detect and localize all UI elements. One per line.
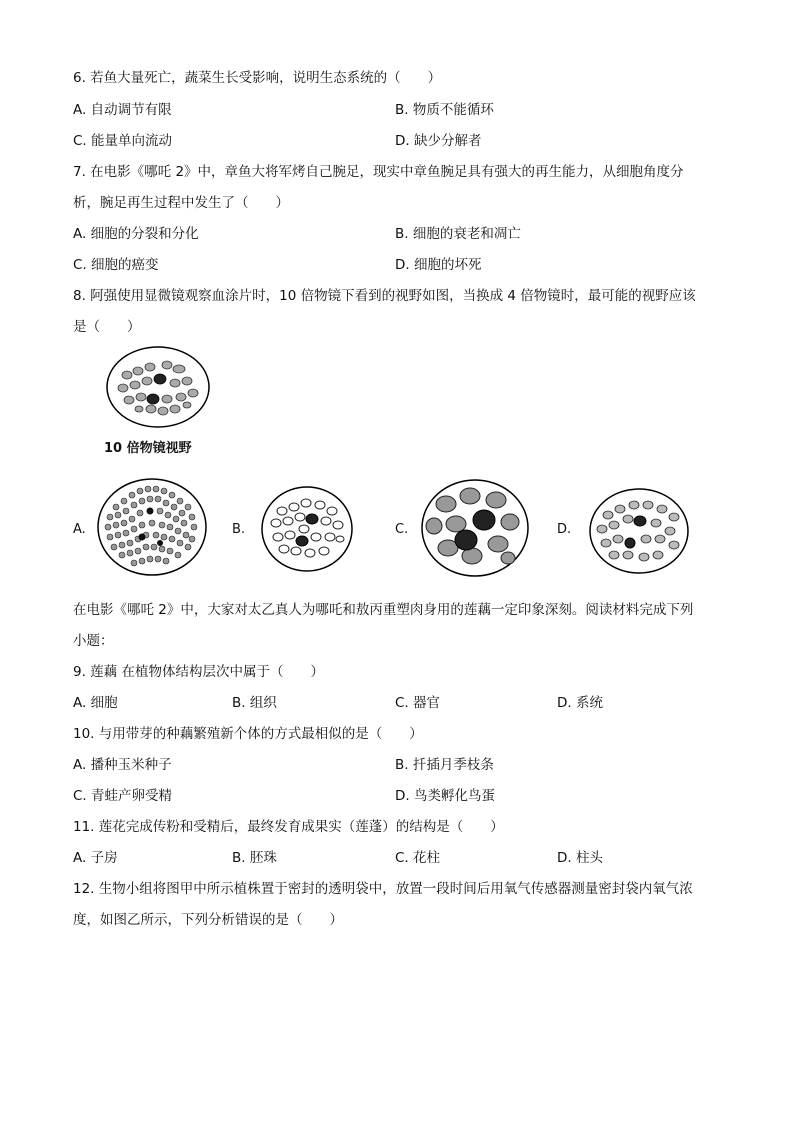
q9-option-a: A. 细胞 [73,695,118,711]
q9-stem: 9. 莲藕 在植物体结构层次中属于（ ） [73,664,324,680]
q9-option-d: D. 系统 [557,695,603,711]
q10-stem: 10. 与用带芽的种藕繁殖新个体的方式最相似的是（ ） [73,726,423,742]
q8-option-c-figure [420,478,530,578]
q8-option-d-label: D. [557,522,572,537]
reading-line2: 小题： [73,633,114,649]
q7-option-c: C. 细胞的癌变 [73,257,159,273]
q6-option-a: A. 自动调节有限 [73,102,172,118]
q10-option-c: C. 青蛙产卵受精 [73,788,173,804]
q11-option-c: C. 花柱 [395,850,441,866]
q10-option-a: A. 播种玉米种子 [73,757,172,773]
q7-stem-line1: 7. 在电影《哪吒 2》中，章鱼大将军烤自己腕足，现实中章鱼腕足具有强大的再生能力，从细胞角度分 [73,164,684,180]
q8-option-c-label: C. [395,522,409,537]
q7-option-a: A. 细胞的分裂和分化 [73,226,199,242]
q11-option-a: A. 子房 [73,850,118,866]
reading-line1: 在电影《哪吒 2》中，大家对太乙真人为哪吒和敖丙重塑肉身用的莲藕一定印象深刻。阅读材料完成下列 [73,602,694,618]
q9-option-b: B. 组织 [232,695,277,711]
q8-option-b-figure [260,485,354,573]
q8-option-d-figure [588,487,690,575]
figure-caption-10x: 10 倍物镜视野 [104,441,192,456]
q11-option-b: B. 胚珠 [232,850,277,866]
q6-stem: 6. 若鱼大量死亡，蔬菜生长受影响，说明生态系统的（ ） [73,70,442,86]
micro-field-10x-figure [105,345,211,429]
q10-option-b: B. 扦插月季枝条 [395,757,494,773]
q12-stem-line2: 度，如图乙所示，下列分析错误的是（ ） [73,912,343,928]
q6-option-b: B. 物质不能循环 [395,102,494,118]
q8-option-a-label: A. [73,522,86,537]
q6-option-d: D. 缺少分解者 [395,133,482,149]
q9-option-c: C. 器官 [395,695,441,711]
q12-stem-line1: 12. 生物小组将图甲中所示植株置于密封的透明袋中，放置一段时间后用氧气传感器测量密封袋内氧气浓 [73,881,693,897]
q10-option-d: D. 鸟类孵化鸟蛋 [395,788,495,804]
q7-option-d: D. 细胞的坏死 [395,257,482,273]
q8-stem-line2: 是（ ） [73,319,141,335]
q7-stem-line2: 析，腕足再生过程中发生了（ ） [73,195,289,211]
q11-stem: 11. 莲花完成传粉和受精后，最终发育成果实（莲蓬）的结构是（ ） [73,819,504,835]
q8-option-a-figure [96,477,208,577]
q7-option-b: B. 细胞的衰老和凋亡 [395,226,521,242]
q11-option-d: D. 柱头 [557,850,603,866]
q8-option-b-label: B. [232,522,246,537]
q6-option-c: C. 能量单向流动 [73,133,173,149]
q8-stem-line1: 8. 阿强使用显微镜观察血涂片时，10 倍物镜下看到的视野如图，当换成 4 倍物镜时，最可能的视野应该 [73,288,696,304]
